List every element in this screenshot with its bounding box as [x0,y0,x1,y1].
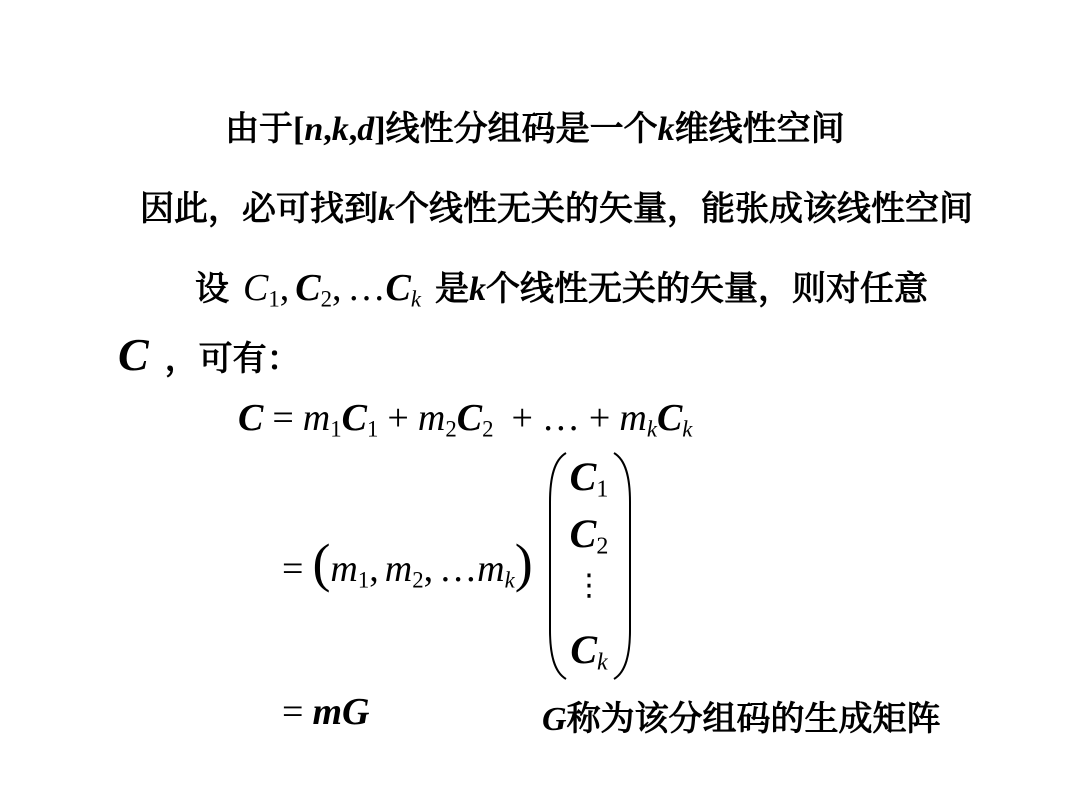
param-separator-2: , [348,111,358,148]
basis-vectors [243,266,280,310]
line3-middle: 是 [435,271,470,308]
basis-separator: , [332,267,342,309]
eq1-plus: + [387,397,409,439]
equation-row-vector [282,533,533,593]
column-entry-subscript: 1 [596,476,609,503]
column-entry-vdots [556,560,622,608]
count-var-k: k [469,271,487,308]
basis-separator: , [279,267,290,309]
basis-ellipsis: … [347,267,386,309]
equation-linear-combination [238,396,692,440]
line3-suffix: 个线性无关的矢量，则对任意 [486,271,929,308]
param-d: d [357,111,375,148]
eq3-rhs: mG [312,691,370,733]
basis-vector-symbol: C [243,267,269,309]
basis-vector-symbol: C [295,267,321,309]
eq1-term [619,396,692,440]
eq1-term [303,396,379,440]
row-entry-symbol: m [477,548,505,590]
coefficient-subscript: k [646,416,657,442]
column-entry-symbol: C [570,627,598,672]
line4-suffix: ，可有： [164,341,301,378]
column-entry-subscript: k [597,649,608,676]
eq1-plus: + [511,397,533,439]
count-var-k: k [378,191,395,228]
statement-basis-exists [140,190,973,230]
row-paren-close: ) [514,533,533,593]
row-entry-subscript: 1 [357,567,370,593]
line1-suffix: 维线性空间 [674,111,845,148]
dimension-var-k: k [657,111,675,148]
statement-let-basis [195,266,928,310]
column-entry-subscript: 2 [596,533,609,560]
column-vdots: ⋮ [574,568,604,603]
column-entry-symbol: C [569,511,597,556]
coefficient-symbol: m [417,397,446,439]
row-ellipsis: … [439,548,478,590]
coefficient-subscript: 1 [330,416,342,442]
vector-subscript: 1 [367,416,379,442]
row-entry-subscript: k [504,567,515,593]
line3-prefix: 设 [195,271,229,308]
line2-prefix: 因此，必可找到 [140,191,378,228]
row-entry [385,547,424,591]
eq2-equals: = [282,548,304,590]
column-entry-symbol: C [569,454,597,499]
row-entry-symbol: m [384,548,413,590]
basis-vector-subscript: k [410,286,422,312]
eq1-plus: + [588,397,611,439]
coefficient-symbol: m [302,397,331,439]
row-paren-open: ( [312,533,331,593]
row-entry-symbol: m [330,548,358,590]
row-entry-subscript: 2 [412,567,424,593]
param-n: n [304,111,324,148]
eq1-term [418,396,494,440]
line1-prefix: 由于 [225,111,293,148]
vector-subscript: k [682,416,693,442]
vector-symbol: C [456,397,483,439]
column-entry [556,627,622,676]
basis-vector [386,266,421,310]
statement-any-codeword [118,330,301,380]
basis-vector-symbol: C [385,267,411,309]
coefficient-subscript: 2 [445,416,457,442]
basis-vector-subscript: 1 [268,286,280,312]
row-entry [330,547,369,591]
eq3-equals: = [282,691,304,733]
line1-middle: 线性分组码是一个 [385,111,658,148]
row-separator: , [369,548,379,590]
generator-matrix-note [542,700,941,740]
row-separator: , [423,548,434,590]
eq1-equals: = [272,397,294,439]
param-separator-1: , [323,111,332,148]
vector-symbol: C [656,397,683,439]
vector-subscript: 2 [482,416,494,442]
column-entry [556,511,622,560]
basis-vector-subscript: 2 [320,286,333,312]
line2-suffix: 个线性无关的矢量，能张成该线性空间 [395,191,973,228]
codeword-var-c: C [118,329,149,380]
coefficient-symbol: m [619,397,647,439]
vector-symbol: C [341,397,368,439]
column-entry [556,454,622,503]
param-bracket-open: [ [293,111,305,148]
note-text: 称为该分组码的生成矩阵 [566,701,941,738]
statement-code-dimension [225,110,845,150]
note-var-g: G [542,701,567,738]
basis-vector [295,266,332,310]
row-entry [477,547,515,591]
param-k: k [331,111,349,148]
param-bracket-close: ] [374,111,386,148]
eq1-lhs: C [238,397,264,439]
equation-generator-product [282,690,369,734]
eq1-ellipsis: … [541,397,580,439]
